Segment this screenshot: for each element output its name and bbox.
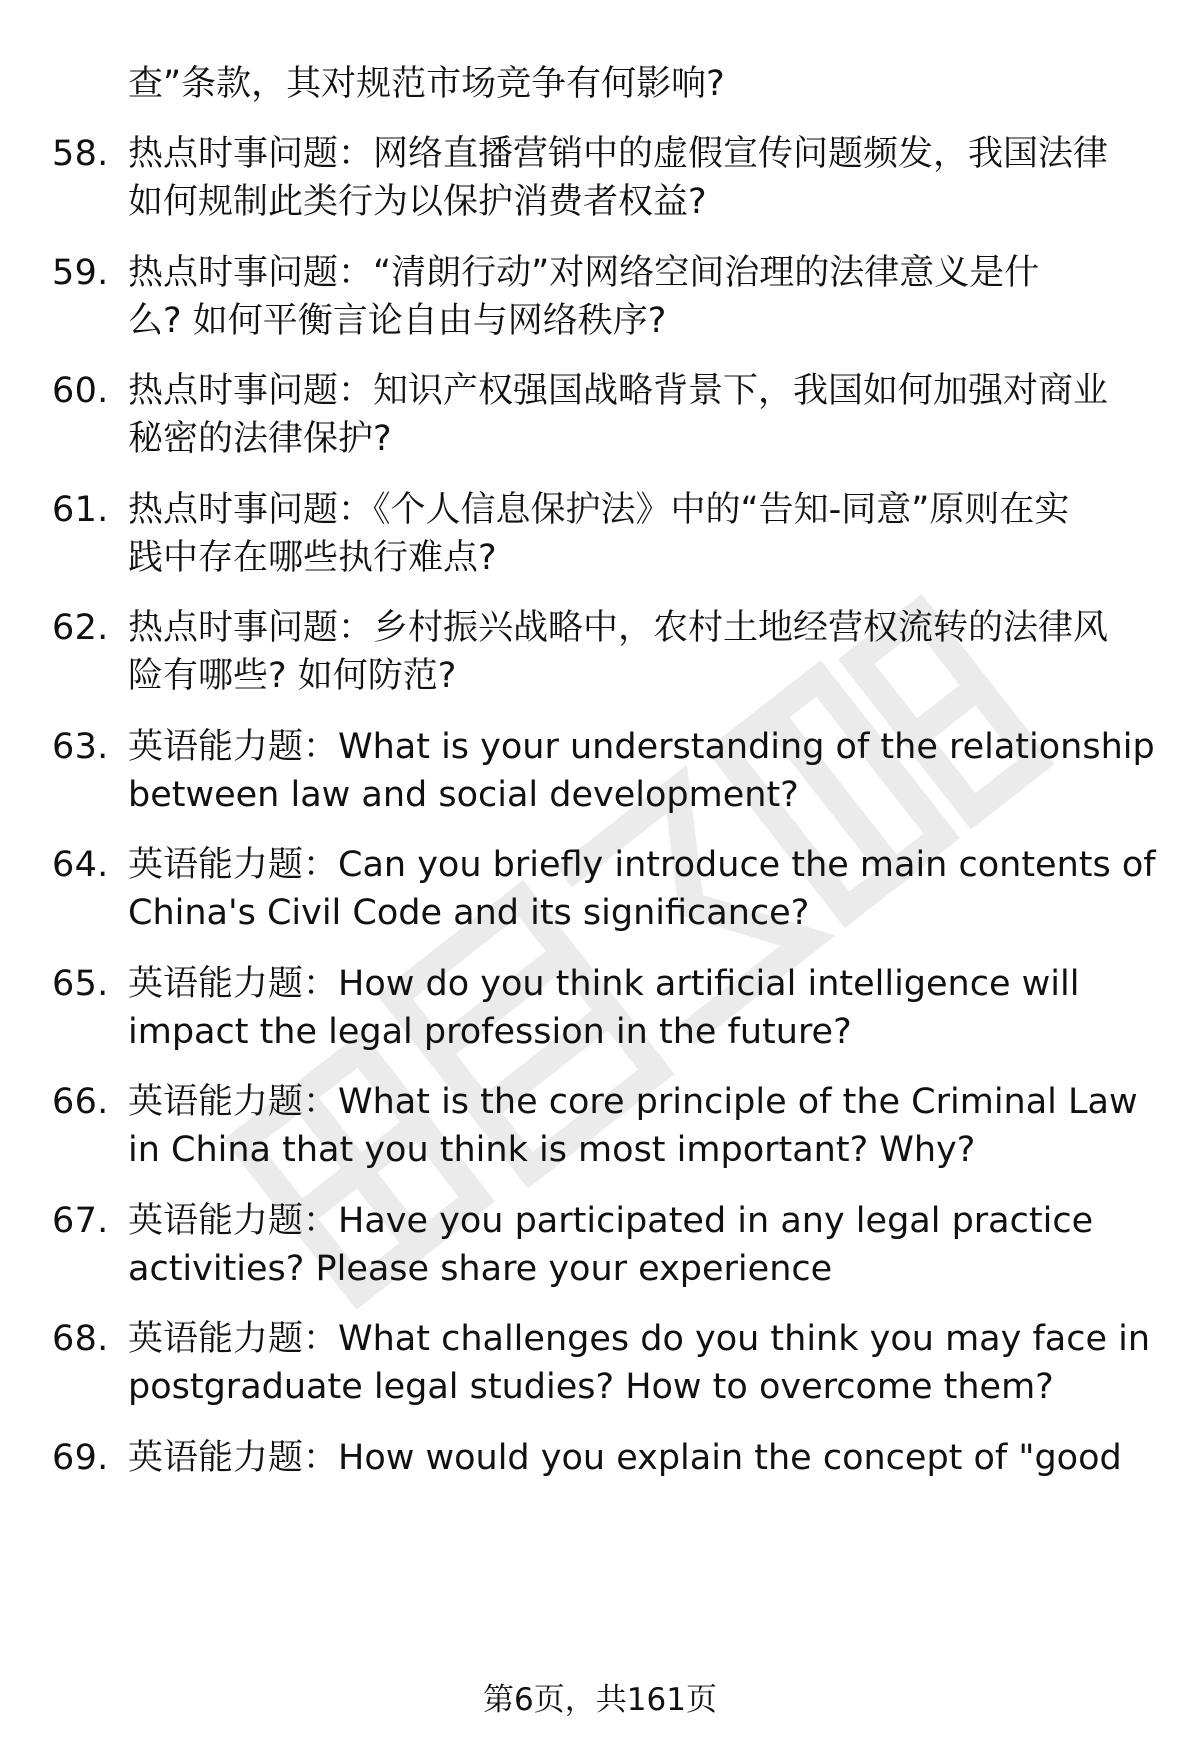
- question-text-line: 英语能力题：How do you think artificial intelligence will: [128, 964, 1080, 1004]
- continued-question-text: 查”条款，其对规范市场竞争有何影响?: [128, 64, 725, 104]
- question-text-line: 热点时事问题：“清朗行动”对网络空间治理的法律意义是什: [128, 253, 1040, 293]
- question-number: 69.: [52, 1438, 109, 1478]
- question-text-line: 热点时事问题：网络直播营销中的虚假宣传问题频发，我国法律: [128, 134, 1109, 174]
- question-text-line: 英语能力题：What is the core principle of the Criminal Law: [128, 1082, 1138, 1122]
- question-text-line: 热点时事问题：《个人信息保护法》中的“告知-同意”原则在实: [128, 490, 1070, 530]
- question-text: [128, 960, 1158, 1056]
- question-text-line: 践中存在哪些执行难点?: [128, 538, 497, 578]
- question-text-line: 英语能力题：Have you participated in any legal practice: [128, 1201, 1094, 1241]
- question-text-line: activities? Please share your experience: [128, 1249, 833, 1289]
- page-footer: 第6页，共161页: [483, 1682, 717, 1718]
- question-text: [128, 1434, 1158, 1482]
- question-number: 66.: [52, 1082, 109, 1122]
- question-text-line: 热点时事问题：乡村振兴战略中，农村土地经营权流转的法律风: [128, 608, 1109, 648]
- question-number: 62.: [52, 608, 109, 648]
- question-number: 58.: [52, 134, 109, 174]
- question-text-line: in China that you think is most important? Why?: [128, 1130, 976, 1170]
- question-text-line: 英语能力题：How would you explain the concept of "good: [128, 1438, 1122, 1478]
- question-number: 67.: [52, 1201, 109, 1241]
- question-number: 59.: [52, 253, 109, 293]
- question-text: [128, 723, 1158, 819]
- question-text-line: 英语能力题：What is your understanding of the relationship: [128, 727, 1155, 767]
- question-number: 65.: [52, 964, 109, 1004]
- question-text-line: 热点时事问题：知识产权强国战略背景下，我国如何加强对商业: [128, 371, 1109, 411]
- question-text-line: 英语能力题：What challenges do you think you may face in: [128, 1319, 1151, 1359]
- question-text-line: 如何规制此类行为以保护消费者权益?: [128, 182, 707, 222]
- question-text-line: postgraduate legal studies? How to overcome them?: [128, 1367, 1054, 1407]
- question-text-line: between law and social development?: [128, 775, 799, 815]
- question-text-line: 么? 如何平衡言论自由与网络秩序?: [128, 301, 667, 341]
- question-text: [128, 841, 1158, 937]
- question-text: [128, 1315, 1158, 1411]
- question-number: 68.: [52, 1319, 109, 1359]
- question-text: [128, 130, 1158, 226]
- question-text-line: impact the legal profession in the future?: [128, 1012, 852, 1052]
- question-number: 63.: [52, 727, 109, 767]
- question-text: [128, 486, 1158, 582]
- question-text: [128, 367, 1158, 463]
- question-number: 64.: [52, 845, 109, 885]
- question-text-line: 险有哪些? 如何防范?: [128, 656, 457, 696]
- question-text: [128, 604, 1158, 700]
- question-text-line: China's Civil Code and its significance?: [128, 893, 810, 933]
- question-text-line: 英语能力题：Can you briefly introduce the main contents of: [128, 845, 1156, 885]
- question-number: 60.: [52, 371, 109, 411]
- question-text: [128, 1078, 1158, 1174]
- question-text: [128, 249, 1158, 345]
- question-number: 61.: [52, 490, 109, 530]
- question-text: [128, 1197, 1158, 1293]
- question-text-line: 秘密的法律保护?: [128, 419, 392, 459]
